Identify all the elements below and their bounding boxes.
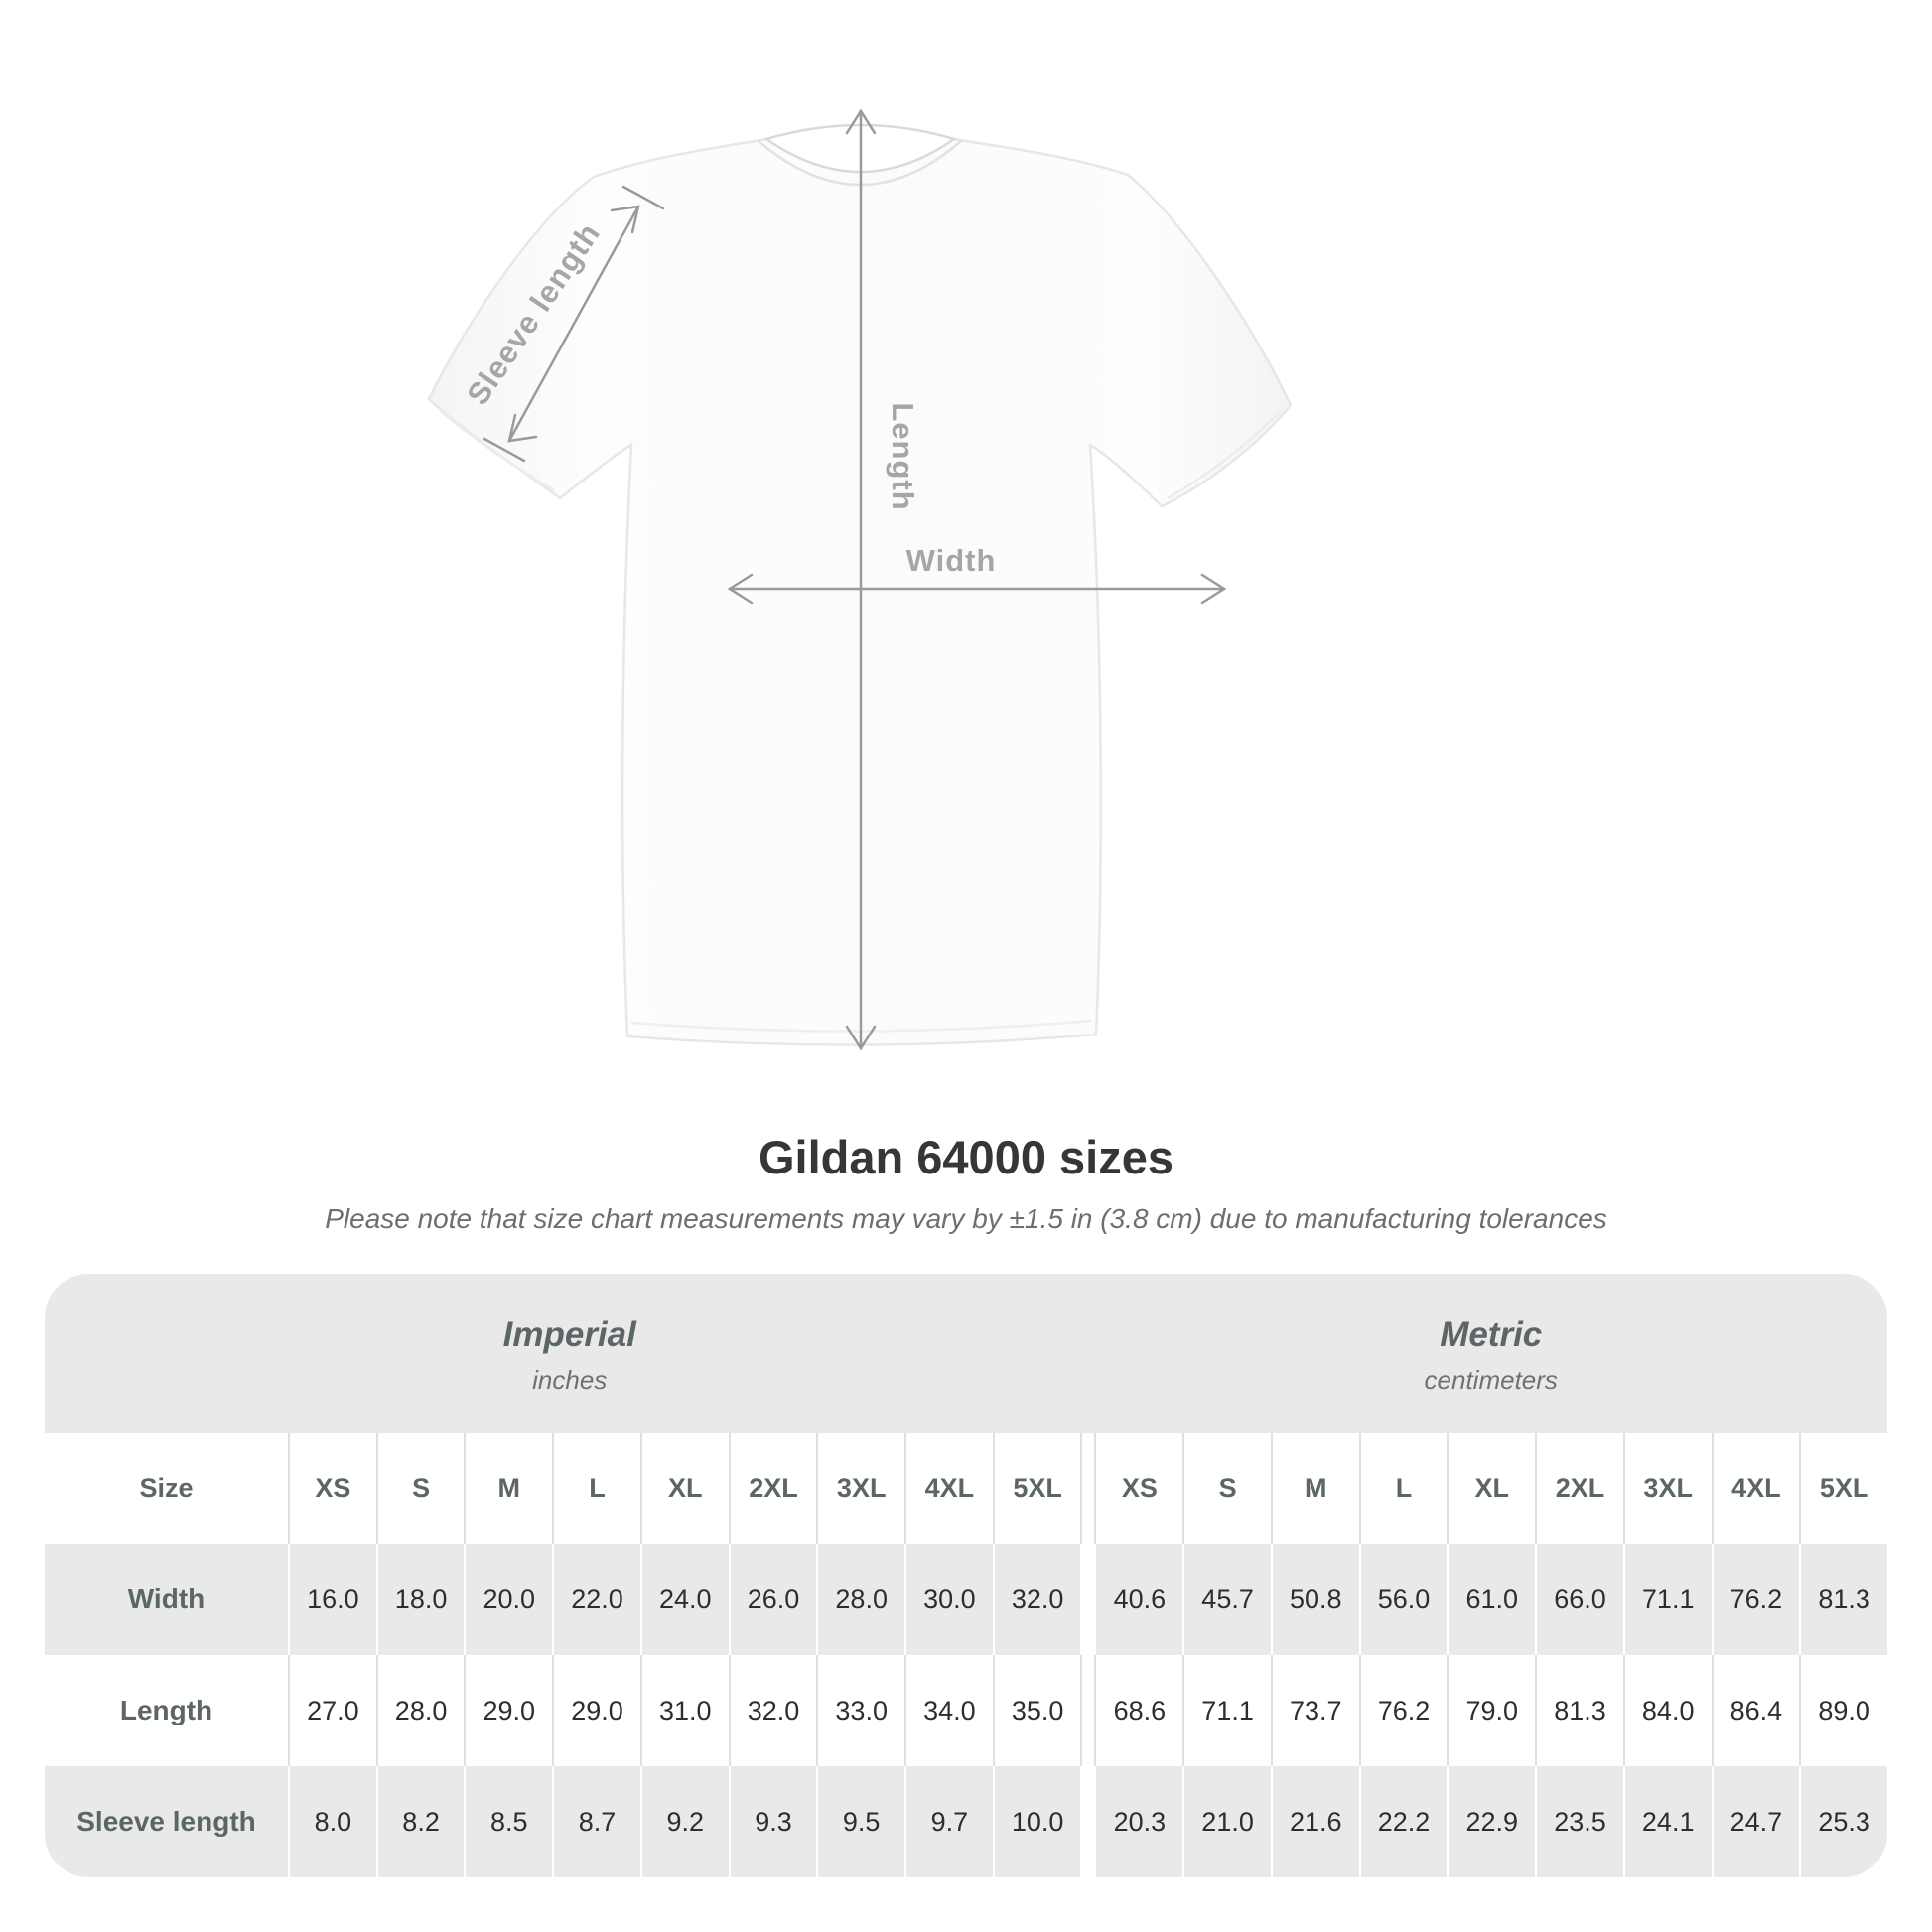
value-cell: 71.1 xyxy=(1623,1544,1712,1655)
length-label: Length xyxy=(886,402,920,511)
size-header-cell: 2XL xyxy=(729,1433,817,1544)
value-cell: 66.0 xyxy=(1535,1544,1623,1655)
value-cell: 68.6 xyxy=(1094,1655,1182,1766)
value-cell: 79.0 xyxy=(1447,1655,1535,1766)
value-cell: 9.2 xyxy=(640,1766,729,1877)
size-header-cell: M xyxy=(464,1433,552,1544)
unit-divider xyxy=(1080,1433,1094,1544)
size-header-cell: 3XL xyxy=(816,1433,904,1544)
value-cell: 10.0 xyxy=(993,1766,1081,1877)
value-cell: 45.7 xyxy=(1182,1544,1271,1655)
value-cell: 22.2 xyxy=(1359,1766,1448,1877)
row-label: Width xyxy=(45,1544,288,1655)
value-cell: 26.0 xyxy=(729,1544,817,1655)
unit-divider xyxy=(1080,1766,1094,1877)
value-cell: 9.7 xyxy=(904,1766,993,1877)
value-cell: 9.3 xyxy=(729,1766,817,1877)
width-label: Width xyxy=(905,543,997,578)
value-cell: 40.6 xyxy=(1094,1544,1182,1655)
size-header-cell: 3XL xyxy=(1623,1433,1712,1544)
value-cell: 24.7 xyxy=(1712,1766,1800,1877)
value-cell: 20.0 xyxy=(464,1544,552,1655)
size-header-cell: L xyxy=(1359,1433,1448,1544)
value-cell: 84.0 xyxy=(1623,1655,1712,1766)
value-cell: 35.0 xyxy=(993,1655,1081,1766)
unit-divider xyxy=(1080,1544,1094,1655)
size-header-cell: XL xyxy=(640,1433,729,1544)
size-header-cell: XL xyxy=(1447,1433,1535,1544)
value-cell: 76.2 xyxy=(1359,1655,1448,1766)
size-header-cell: 5XL xyxy=(993,1433,1081,1544)
size-header-cell: 4XL xyxy=(1712,1433,1800,1544)
value-cell: 81.3 xyxy=(1799,1544,1887,1655)
value-cell: 24.0 xyxy=(640,1544,729,1655)
value-cell: 28.0 xyxy=(816,1544,904,1655)
size-header-cell: XS xyxy=(288,1433,376,1544)
value-cell: 21.0 xyxy=(1182,1766,1271,1877)
size-column-header: Size xyxy=(45,1433,288,1544)
unit-divider xyxy=(1080,1655,1094,1766)
value-cell: 76.2 xyxy=(1712,1544,1800,1655)
tolerance-note: Please note that size chart measurements may vary by ±1.5 in (3.8 cm) due to manufacturing tolerances xyxy=(325,1203,1607,1234)
value-cell: 31.0 xyxy=(640,1655,729,1766)
value-cell: 18.0 xyxy=(376,1544,465,1655)
value-cell: 81.3 xyxy=(1535,1655,1623,1766)
size-header-cell: XS xyxy=(1094,1433,1182,1544)
value-cell: 8.0 xyxy=(288,1766,376,1877)
metric-title: Metric xyxy=(1440,1314,1543,1354)
value-cell: 34.0 xyxy=(904,1655,993,1766)
value-cell: 8.2 xyxy=(376,1766,465,1877)
page-title: Gildan 64000 sizes xyxy=(758,1131,1174,1183)
value-cell: 21.6 xyxy=(1271,1766,1359,1877)
value-cell: 73.7 xyxy=(1271,1655,1359,1766)
value-cell: 71.1 xyxy=(1182,1655,1271,1766)
value-cell: 56.0 xyxy=(1359,1544,1448,1655)
value-cell: 89.0 xyxy=(1799,1655,1887,1766)
metric-header xyxy=(1094,1274,1887,1433)
value-cell: 29.0 xyxy=(464,1655,552,1766)
value-cell: 20.3 xyxy=(1094,1766,1182,1877)
size-header-cell: 5XL xyxy=(1799,1433,1887,1544)
size-header-cell: L xyxy=(552,1433,640,1544)
value-cell: 23.5 xyxy=(1535,1766,1623,1877)
size-header-cell: 2XL xyxy=(1535,1433,1623,1544)
row-label: Sleeve length xyxy=(45,1766,288,1877)
imperial-unit: inches xyxy=(532,1364,608,1395)
value-cell: 27.0 xyxy=(288,1655,376,1766)
value-cell: 32.0 xyxy=(993,1544,1081,1655)
value-cell: 22.9 xyxy=(1447,1766,1535,1877)
value-cell: 28.0 xyxy=(376,1655,465,1766)
size-header-cell: S xyxy=(1182,1433,1271,1544)
imperial-header xyxy=(45,1274,1094,1433)
value-cell: 50.8 xyxy=(1271,1544,1359,1655)
value-cell: 33.0 xyxy=(816,1655,904,1766)
metric-unit: centimeters xyxy=(1424,1364,1558,1395)
value-cell: 30.0 xyxy=(904,1544,993,1655)
value-cell: 8.7 xyxy=(552,1766,640,1877)
sleeve-length-label: Sleeve length xyxy=(460,216,608,412)
value-cell: 29.0 xyxy=(552,1655,640,1766)
row-label: Length xyxy=(45,1655,288,1766)
imperial-title: Imperial xyxy=(502,1314,636,1354)
value-cell: 22.0 xyxy=(552,1544,640,1655)
value-cell: 61.0 xyxy=(1447,1544,1535,1655)
value-cell: 9.5 xyxy=(816,1766,904,1877)
value-cell: 16.0 xyxy=(288,1544,376,1655)
value-cell: 32.0 xyxy=(729,1655,817,1766)
value-cell: 25.3 xyxy=(1799,1766,1887,1877)
size-header-cell: 4XL xyxy=(904,1433,993,1544)
value-cell: 24.1 xyxy=(1623,1766,1712,1877)
size-header-cell: M xyxy=(1271,1433,1359,1544)
size-table xyxy=(45,1274,1887,1877)
value-cell: 86.4 xyxy=(1712,1655,1800,1766)
size-header-cell: S xyxy=(376,1433,465,1544)
value-cell: 8.5 xyxy=(464,1766,552,1877)
